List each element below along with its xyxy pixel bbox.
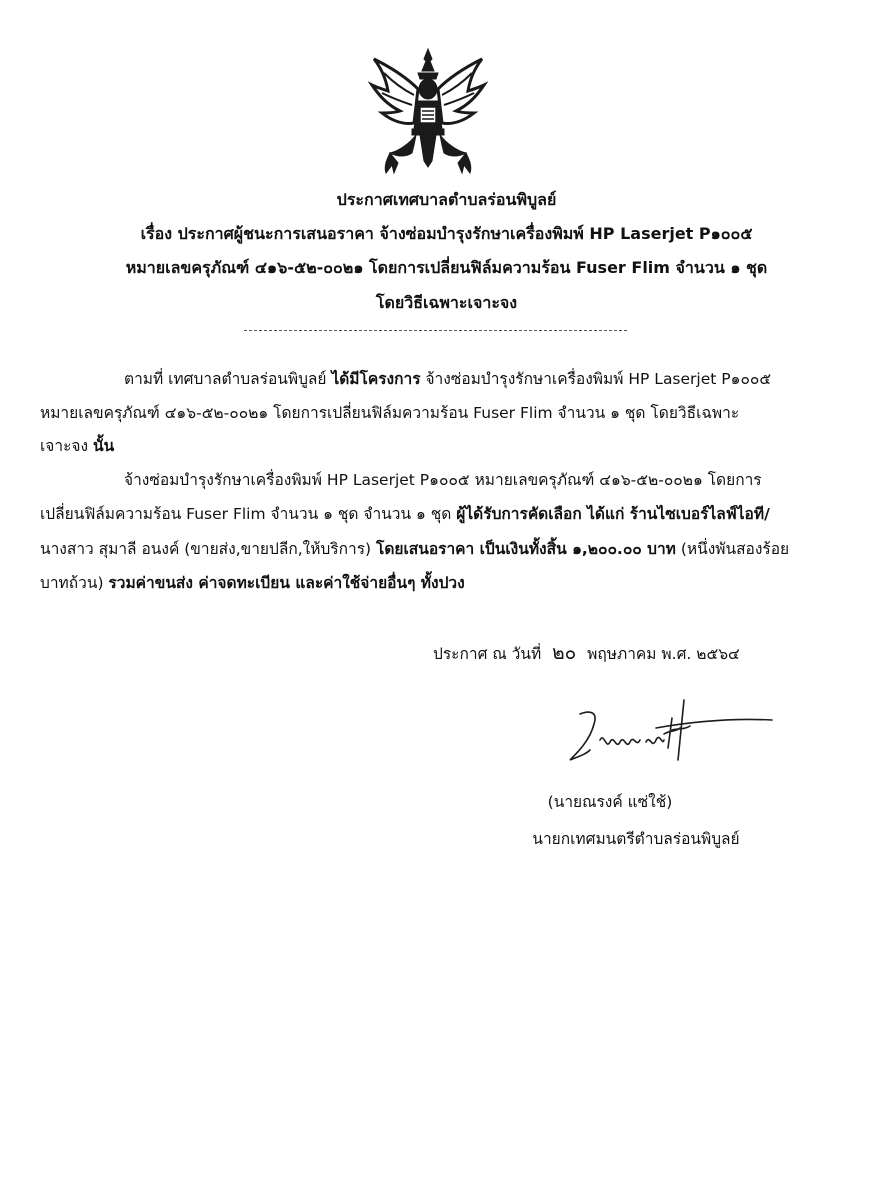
paragraph-2-line-1: จ้างซ่อมบำรุงรักษาเครื่องพิมพ์ HP Laserjet P๑๐๐๕ หมายเลขครุภัณฑ์ ๔๑๖-๕๒-๐๐๒๑ โดยการ: [124, 471, 762, 489]
bold-text: ผู้ได้รับการคัดเลือก ได้แก่ ร้านไซเบอร์ไลฟ์ไอที/: [456, 505, 770, 523]
signatory-name: (นายณรงค์ แซ่ใช้): [547, 793, 673, 811]
date-day: ๒๐: [552, 642, 577, 664]
document-title: ประกาศเทศบาลตำบลร่อนพิบูลย์: [336, 190, 557, 209]
paragraph-1-line-2: หมายเลขครุภัณฑ์ ๔๑๖-๕๒-๐๐๒๑ โดยการเปลี่ยนฟิล์มความร้อน Fuser Flim จำนวน ๑ ชุด โดยวิธีเฉพาะ: [40, 404, 740, 422]
paragraph-1-line-3: [40, 433, 114, 458]
paragraph-2-line-2: [40, 501, 770, 526]
paragraph-2-line-3: [40, 536, 789, 561]
announcement-date: [433, 638, 740, 668]
text-span: บาทถ้วน): [40, 574, 109, 592]
paragraph-1-line-1: [124, 366, 771, 391]
text-span: (หนึ่งพันสองร้อย: [675, 540, 790, 558]
document-subject-line2: หมายเลขครุภัณฑ์ ๔๑๖-๕๒-๐๐๒๑ โดยการเปลี่ยนฟิล์มความร้อน Fuser Flim จำนวน ๑ ชุด: [125, 258, 768, 277]
text-span: จ้างซ่อมบำรุงรักษาเครื่องพิมพ์ HP Laserjet P๑๐๐๕: [420, 370, 772, 388]
garuda-emblem-icon: [368, 45, 488, 180]
signatory-position: นายกเทศมนตรีตำบลร่อนพิบูลย์: [532, 830, 740, 848]
bold-text: รวมค่าขนส่ง ค่าจดทะเบียน และค่าใช้จ่ายอื่นๆ ทั้งปวง: [108, 574, 465, 592]
paragraph-2-line-4: [40, 570, 465, 595]
text-span: เปลี่ยนฟิล์มความร้อน Fuser Flim จำนวน ๑ ชุด จำนวน ๑ ชุด: [40, 505, 457, 523]
handwritten-signature-icon: [560, 690, 780, 780]
document-subject: เรื่อง ประกาศผู้ชนะการเสนอราคา จ้างซ่อมบำรุงรักษาเครื่องพิมพ์ HP Laserjet P๑๐๐๕: [140, 224, 753, 243]
date-month-year: พฤษภาคม พ.ศ. ๒๕๖๔: [587, 645, 740, 663]
bold-text: โดยเสนอราคา เป็นเงินทั้งสิ้น ๑,๒๐๐.๐๐ บาท: [376, 540, 676, 558]
date-prefix: ประกาศ ณ วันที่: [433, 645, 542, 663]
bold-text: นั้น: [93, 437, 115, 455]
text-span: นางสาว สุมาลี อนงค์ (ขายส่ง,ขายปลีก,ให้บริการ): [40, 540, 376, 558]
text-span: ตามที่ เทศบาลตำบลร่อนพิบูลย์: [124, 370, 332, 388]
document-subject-line3: โดยวิธีเฉพาะเจาะจง: [375, 293, 518, 312]
heading-divider: [244, 330, 627, 331]
text-span: เจาะจง: [40, 437, 93, 455]
bold-text: ได้มีโครงการ: [331, 370, 421, 388]
